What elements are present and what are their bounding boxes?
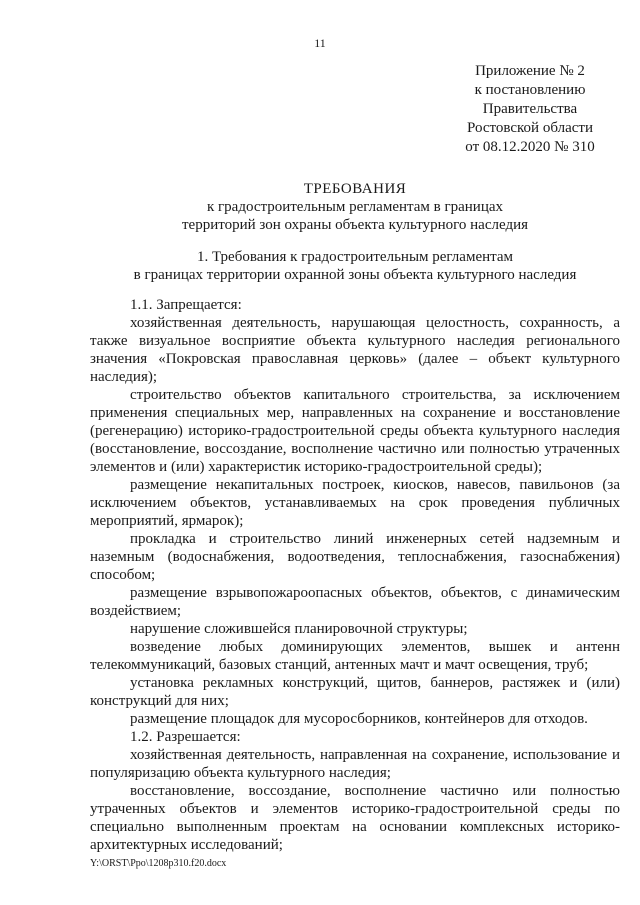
paragraph: размещение площадок для мусоросборников, контейнеров для отходов.: [130, 711, 588, 727]
document-heading: [90, 180, 620, 234]
appendix-line: Ростовской области: [467, 120, 593, 136]
paragraph: нарушение сложившейся планировочной структуры;: [130, 621, 468, 637]
paragraph: установка рекламных конструкций, щитов, баннеров, растяжек и (или) конструкций для них;: [90, 675, 620, 709]
page-number: 11: [314, 36, 326, 50]
paragraph: 1.2. Разрешается:: [130, 729, 241, 745]
paragraph: хозяйственная деятельность, нарушающая целостность, сохранность, а также визуальное восприятие объекта культурного наследия регионального значения «Покровская православная церковь» (далее – объект культурного наследия);: [90, 315, 620, 385]
document-subtitle-line: территорий зон охраны объекта культурного наследия: [182, 217, 528, 233]
file-path-footer: Y:\ORST\Ppo\1208p310.f20.docx: [90, 858, 227, 869]
paragraph: размещение взрывопожароопасных объектов, объектов, с динамическим воздействием;: [90, 585, 620, 619]
section-heading-line: в границах территории охранной зоны объекта культурного наследия: [133, 267, 577, 283]
document-subtitle-line: к градостроительным регламентам в границах: [206, 199, 504, 215]
paragraph: восстановление, воссоздание, восполнение частично или полностью утраченных объектов и элементов историко-градостроительной среды по специально выполненным проектам на основании комплексных историко-архитектурных исследований;: [90, 783, 620, 853]
section-heading-line: 1. Требования к градостроительным регламентам: [196, 249, 514, 265]
appendix-line: Приложение № 2: [475, 63, 585, 79]
appendix-line: Правительства: [482, 101, 578, 117]
paragraph: 1.1. Запрещается:: [130, 297, 242, 313]
appendix-line: к постановлению: [474, 82, 586, 98]
paragraph: хозяйственная деятельность, направленная на сохранение, использование и популяризацию объекта культурного наследия;: [90, 747, 620, 781]
document-body: [90, 296, 620, 854]
section-heading: [90, 248, 620, 284]
paragraph: размещение некапитальных построек, киосков, навесов, павильонов (за исключением объектов, устанавливаемых на срок проведения публичных мероприятий, ярмарок);: [90, 477, 620, 529]
paragraph: возведение любых доминирующих элементов, вышек и антенн телекоммуникаций, базовых станций, антенных мачт и мачт освещения, труб;: [90, 639, 620, 673]
paragraph: прокладка и строительство линий инженерных сетей надземным и наземным (водоснабжения, водоотведения, теплоснабжения, газоснабжения) способом;: [90, 531, 620, 583]
document-title: ТРЕБОВАНИЯ: [303, 181, 407, 197]
appendix-line: от 08.12.2020 № 310: [465, 139, 595, 155]
appendix-block: [430, 62, 630, 157]
paragraph: строительство объектов капитального строительства, за исключением применения специальных мер, направленных на сохранение и восстановление (регенерацию) историко-градостроительной среды объекта культурного наследия (восстановление, воссоздание, восполнение частично или полностью утраченных элементов и (или) характеристик историко-градостроительной среды);: [90, 387, 620, 475]
